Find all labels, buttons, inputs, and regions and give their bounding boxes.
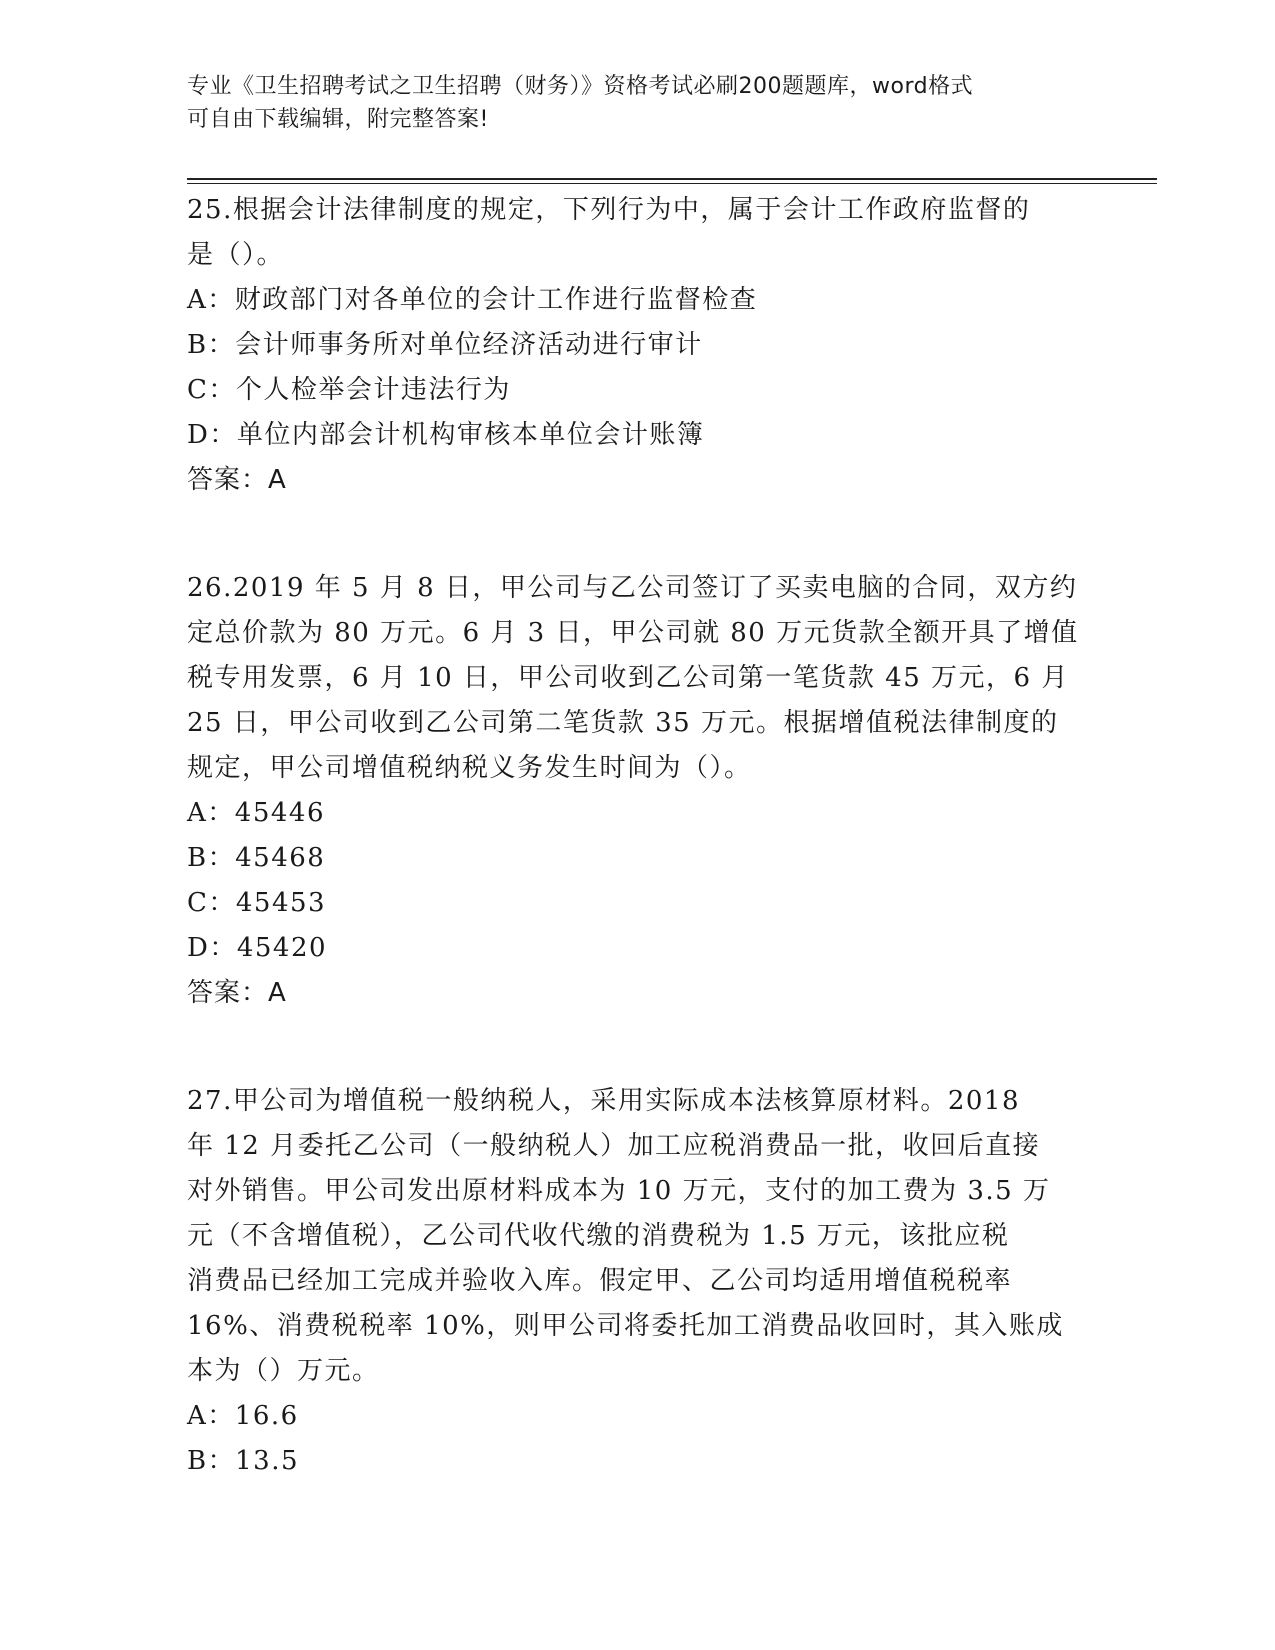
question-text-line: 本为（）万元。 [187,1356,380,1386]
question-text-line: 定总价款为 80 万元。6 月 3 日，甲公司就 80 万元货款全额开具了增值 [187,618,1079,648]
header-divider-thick [187,178,1157,180]
header-divider-thin [187,183,1157,184]
question-27 [187,1079,1087,1484]
option-c: C：45453 [187,888,327,918]
option-b: B：会计师事务所对单位经济活动进行审计 [187,330,703,360]
question-25 [187,188,1087,503]
option-b: B：13.5 [187,1446,299,1476]
question-text-line: 对外销售。甲公司发出原材料成本为 10 万元，支付的加工费为 3.5 万 [187,1176,1051,1206]
answer-line: 答案：A [187,978,287,1008]
option-a: A：16.6 [187,1401,299,1431]
question-text-line: 年 12 月委托乙公司（一般纳税人）加工应税消费品一批，收回后直接 [187,1131,1041,1161]
question-text-line: 26.2019 年 5 月 8 日，甲公司与乙公司签订了买卖电脑的合同，双方约 [187,573,1078,603]
question-text-line: 25 日，甲公司收到乙公司第二笔货款 35 万元。根据增值税法律制度的 [187,708,1059,738]
question-text-line: 16%、消费税税率 10%，则甲公司将委托加工消费品收回时，其入账成 [187,1311,1064,1341]
option-b: B：45468 [187,843,326,873]
option-d: D：单位内部会计机构审核本单位会计账簿 [187,420,705,450]
question-text-line: 元（不含增值税），乙公司代收代缴的消费税为 1.5 万元，该批应税 [187,1221,1010,1251]
question-text-line: 是（）。 [187,240,285,270]
option-c: C：个人检举会计违法行为 [187,375,511,405]
document-header [187,70,1087,136]
question-text-line: 规定，甲公司增值税纳税义务发生时间为（）。 [187,753,752,783]
option-a: A：45446 [187,798,325,828]
question-text-line: 消费品已经加工完成并验收入库。假定甲、乙公司均适用增值税税率 [187,1266,1013,1296]
answer-line: 答案：A [187,465,287,495]
header-line-1: 专业《卫生招聘考试之卫生招聘（财务）》资格考试必刷200题题库，word格式 [187,74,974,99]
option-d: D：45420 [187,933,328,963]
question-text-line: 27.甲公司为增值税一般纳税人，采用实际成本法核算原材料。2018 [187,1086,1021,1116]
question-text-line: 税专用发票，6 月 10 日，甲公司收到乙公司第一笔货款 45 万元，6 月 [187,663,1069,693]
question-list [187,188,1087,1484]
header-line-2: 可自由下载编辑，附完整答案! [187,107,489,132]
question-26 [187,566,1087,1016]
question-text-line: 25.根据会计法律制度的规定，下列行为中，属于会计工作政府监督的 [187,195,1031,225]
option-a: A：财政部门对各单位的会计工作进行监督检查 [187,285,758,315]
